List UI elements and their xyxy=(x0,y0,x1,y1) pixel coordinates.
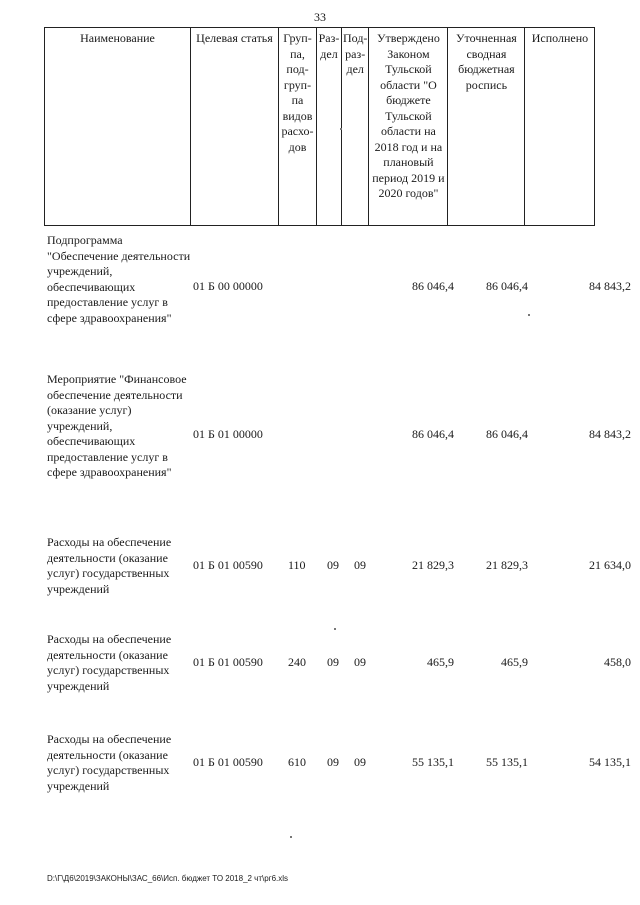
row-executed: 84 843,2 xyxy=(589,427,631,441)
row-refined: 86 046,4 xyxy=(486,279,528,293)
row-approved: 86 046,4 xyxy=(412,427,454,441)
row-section: 09 xyxy=(327,558,339,572)
header-approved: Утверждено Законом Тульской области "О бюджете Тульской области на 2018 год и на плановый период 2019 и 2020 годов" xyxy=(369,28,448,226)
row-approved: 55 135,1 xyxy=(412,755,454,769)
row-group: 110 xyxy=(288,558,306,572)
header-name: Наименование xyxy=(45,28,191,226)
row-section: 09 xyxy=(327,655,339,669)
row-code: 01 Б 01 00590 xyxy=(193,755,263,769)
row-section: 09 xyxy=(327,755,339,769)
row-group: 610 xyxy=(288,755,306,769)
row-refined: 21 829,3 xyxy=(486,558,528,572)
header-executed: Исполнено xyxy=(525,28,595,226)
header-group: Груп-па, под-груп-па видов расхо-дов xyxy=(279,28,317,226)
row-refined: 55 135,1 xyxy=(486,755,528,769)
row-approved: 86 046,4 xyxy=(412,279,454,293)
footer-file-path: D:\Г\Д6\2019\ЗАКОНЫ\ЗАС_66\Исп. бюджет ТО 2018_2 чт\рг6.xls xyxy=(47,874,289,883)
row-group: 240 xyxy=(288,655,306,669)
header-subsection: Под-раз-дел xyxy=(342,28,369,226)
row-name: Расходы на обеспечение деятельности (оказание услуг) государственных учреждений xyxy=(47,632,172,693)
header-target: Целевая статья xyxy=(191,28,279,226)
row-executed: 458,0 xyxy=(604,655,631,669)
row-code: 01 Б 01 00590 xyxy=(193,655,263,669)
row-subsection: 09 xyxy=(354,755,366,769)
row-executed: 54 135,1 xyxy=(589,755,631,769)
table-header xyxy=(44,27,595,226)
row-executed: 21 634,0 xyxy=(589,558,631,572)
row-approved: 465,9 xyxy=(427,655,454,669)
header-section: Раз-дел xyxy=(317,28,342,226)
row-subsection: 09 xyxy=(354,558,366,572)
row-refined: 86 046,4 xyxy=(486,427,528,441)
row-name: Мероприятие "Финансовое обеспечение деятельности (оказание услуг) учреждений, обеспечивающих предоставление услуг в сфере здравоохранения" xyxy=(47,372,187,479)
row-code: 01 Б 01 00000 xyxy=(193,427,263,441)
row-name: Расходы на обеспечение деятельности (оказание услуг) государственных учреждений xyxy=(47,732,172,793)
row-name: Подпрограмма "Обеспечение деятельности учреждений, обеспечивающих предоставление услуг в сфере здравоохранения" xyxy=(47,233,191,325)
scan-speck xyxy=(528,314,530,316)
row-executed: 84 843,2 xyxy=(589,279,631,293)
row-refined: 465,9 xyxy=(501,655,528,669)
scan-speck xyxy=(334,628,336,630)
page-number: 33 xyxy=(314,10,326,24)
row-approved: 21 829,3 xyxy=(412,558,454,572)
row-subsection: 09 xyxy=(354,655,366,669)
scan-speck xyxy=(340,128,342,130)
row-name: Расходы на обеспечение деятельности (оказание услуг) государственных учреждений xyxy=(47,535,172,596)
row-code: 01 Б 00 00000 xyxy=(193,279,263,293)
header-refined: Уточненная сводная бюджетная роспись xyxy=(448,28,525,226)
row-code: 01 Б 01 00590 xyxy=(193,558,263,572)
scan-speck xyxy=(290,836,292,838)
